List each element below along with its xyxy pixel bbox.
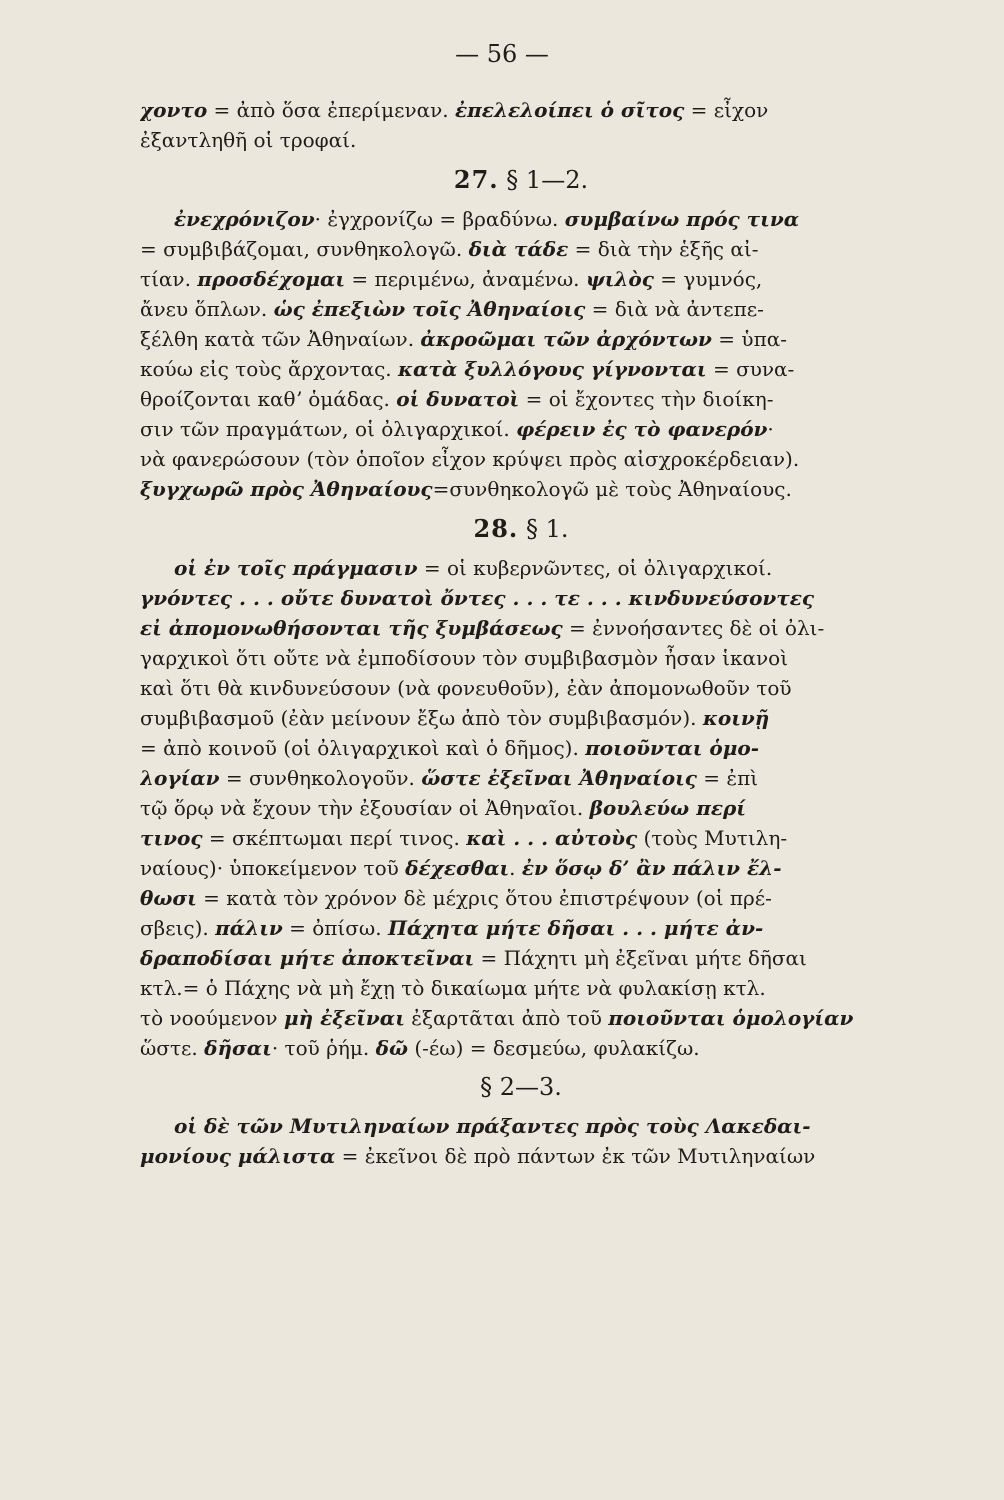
definition-text: = ἐκεῖνοι δὲ πρὸ πάντων ἐκ τῶν Μυτιληναίων — [335, 1144, 816, 1168]
glossary-term: οἱ δὲ τῶν Μυτιληναίων πράξαντες πρὸς τοὺς Λακεδαι- — [174, 1114, 811, 1138]
definition-text: =συνθηκολογῶ μὲ τοὺς Ἀθηναίους. — [432, 477, 792, 501]
text-line — [140, 913, 902, 943]
definition-text: = οἱ ἔχοντες τὴν διοίκη- — [519, 387, 774, 411]
text-line — [140, 474, 902, 504]
glossary-term: δραποδίσαι μήτε ἀποκτεῖναι — [140, 946, 475, 970]
text-line — [140, 733, 902, 763]
definition-text: ἐξαρτᾶται ἀπὸ τοῦ — [404, 1006, 609, 1030]
glossary-term: θωσι — [140, 886, 197, 910]
definition-text: κτλ.= ὁ Πάχης νὰ μὴ ἔχῃ τὸ δικαίωμα μήτε νὰ φυλακίσῃ κτλ. — [140, 976, 766, 1000]
text-line — [140, 234, 902, 264]
page-number: — 56 — — [455, 40, 549, 68]
definition-text: = ὑπα- — [711, 327, 787, 351]
glossary-term: λογίαν — [140, 766, 220, 790]
definition-text: = ἀπὸ ὅσα ἐπερίμεναν. — [207, 98, 455, 122]
definition-text: σιν τῶν πραγμάτων, οἱ ὀλιγαρχικοί. — [140, 417, 517, 441]
glossary-term: δῶ — [375, 1036, 408, 1060]
glossary-term: ἐπελελοίπει ὁ σῖτος — [454, 98, 685, 122]
glossary-term: κατὰ ξυλλόγους γίγνονται — [398, 357, 707, 381]
glossary-term: γνόντες . . . οὔτε δυνατοὶ ὄντες . . . τε . . . κινδυνεύσοντες — [140, 586, 815, 610]
text-line — [140, 853, 902, 883]
glossary-term: δέχεσθαι — [405, 856, 510, 880]
definition-text: γαρχικοὶ ὅτι οὔτε νὰ ἐμποδίσουν τὸν συμβιβασμὸν ἦσαν ἱκανοὶ — [140, 646, 789, 670]
glossary-term: ποιοῦνται ὁμολογίαν — [608, 1006, 854, 1030]
definition-text: τῷ ὅρῳ νὰ ἔχουν τὴν ἐξουσίαν οἱ Ἀθηναῖοι. — [140, 796, 590, 820]
definition-text: θροίζονται καθʼ ὁμάδας. — [140, 387, 397, 411]
glossary-term: βουλεύω περί — [589, 796, 746, 820]
glossary-term: οἱ δυνατοὶ — [396, 387, 520, 411]
glossary-term: ἐν ὅσῳ δʼ ἂν πάλιν ἔλ- — [521, 856, 782, 880]
section-heading — [140, 165, 902, 194]
chapter-number: 28. — [473, 514, 519, 543]
definition-text: καὶ ὅτι θὰ κινδυνεύσουν (νὰ φονευθοῦν), ἐὰν ἀπομονωθοῦν τοῦ — [140, 676, 792, 700]
glossary-term: ἀκροῶμαι τῶν ἀρχόντων — [420, 327, 712, 351]
text-line — [140, 643, 902, 673]
definition-text: = διὰ τὴν ἑξῆς αἰ- — [568, 237, 759, 261]
definition-text: = περιμένω, ἀναμένω. — [345, 267, 586, 291]
glossary-term: ψιλὸς — [585, 267, 654, 291]
definition-text: ἄνευ ὅπλων. — [140, 297, 274, 321]
text-line — [140, 583, 902, 613]
definition-text: · τοῦ ῥήμ. — [271, 1036, 376, 1060]
text-line — [140, 384, 902, 414]
definition-text: = οἱ κυβερνῶντες, οἱ ὀλιγαρχικοί. — [417, 556, 773, 580]
text-line — [140, 414, 902, 444]
paragraph-range: § 1. — [525, 515, 569, 543]
glossary-term: εἰ ἀπομονωθήσονται τῆς ξυμβάσεως — [140, 616, 563, 640]
text-line — [140, 553, 902, 583]
glossary-term: ἐνεχρόνιζον — [174, 207, 315, 231]
definition-text: · — [767, 417, 774, 441]
glossary-term: οἱ ἐν τοῖς πράγμασιν — [174, 556, 418, 580]
text-line — [140, 883, 902, 913]
definition-text: τὸ νοούμενον — [140, 1006, 284, 1030]
definition-text: τίαν. — [140, 267, 198, 291]
definition-text: = συμβιβάζομαι, συνθηκολογῶ. — [140, 237, 469, 261]
text-line — [140, 943, 902, 973]
glossary-term: δῆσαι — [204, 1036, 272, 1060]
text-line — [140, 973, 902, 1003]
definition-text: . — [509, 856, 522, 880]
definition-text: · ἐγχρονίζω = βραδύνω. — [314, 207, 565, 231]
glossary-term: ξυγχωρῶ πρὸς Ἀθηναίους — [140, 477, 433, 501]
glossary-term: πάλιν — [215, 916, 283, 940]
text-line — [140, 823, 902, 853]
definition-text: σβεις). — [140, 916, 216, 940]
definition-text: = ἐννοήσαντες δὲ οἱ ὀλι- — [562, 616, 825, 640]
paragraph-range: § 1—2. — [506, 166, 589, 194]
glossary-term: τινος — [140, 826, 203, 850]
text-line — [140, 613, 902, 643]
text-line — [140, 1033, 902, 1063]
definition-text: κούω εἰς τοὺς ἄρχοντας. — [140, 357, 399, 381]
definition-text: = συνα- — [706, 357, 795, 381]
text-line — [140, 673, 902, 703]
definition-text: ναίους)· ὑποκείμενον τοῦ — [140, 856, 406, 880]
text-line — [140, 1003, 902, 1033]
definition-text: = γυμνός, — [653, 267, 763, 291]
glossary-term: χοντο — [140, 98, 208, 122]
definition-text: = συνθηκολογοῦν. — [219, 766, 422, 790]
glossary-text — [140, 95, 902, 1171]
glossary-term: ὡς ἐπεξιὼν τοῖς Ἀθηναίοις — [273, 297, 586, 321]
text-line — [140, 793, 902, 823]
definition-text: = Πάχητι μὴ ἐξεῖναι μήτε δῆσαι — [474, 946, 807, 970]
glossary-term: καὶ . . . αὐτοὺς — [466, 826, 638, 850]
definition-text: = ὀπίσω. — [282, 916, 388, 940]
glossary-term: φέρειν ἐς τὸ φανερόν — [516, 417, 768, 441]
text-line — [140, 763, 902, 793]
glossary-term: ποιοῦνται ὁμο- — [585, 736, 760, 760]
text-line — [140, 324, 902, 354]
text-line — [140, 1141, 902, 1171]
definition-text: ξέλθη κατὰ τῶν Ἀθηναίων. — [140, 327, 421, 351]
definition-text: = διὰ νὰ ἀντεπε- — [585, 297, 764, 321]
definition-text: συμβιβασμοῦ (ἐὰν μείνουν ἔξω ἀπὸ τὸν συμβιβασμόν). — [140, 706, 703, 730]
text-line — [140, 354, 902, 384]
definition-text: = ἀπὸ κοινοῦ (οἱ ὀλιγαρχικοὶ καὶ ὁ δῆμος). — [140, 736, 586, 760]
text-line — [140, 204, 902, 234]
chapter-number: 27. — [453, 165, 499, 194]
section-heading — [140, 514, 902, 543]
glossary-term: προσδέχομαι — [197, 267, 346, 291]
text-line — [140, 703, 902, 733]
section-heading — [140, 1073, 902, 1101]
glossary-term: διὰ τάδε — [468, 237, 569, 261]
text-line — [140, 264, 902, 294]
glossary-term: συμβαίνω πρός τινα — [564, 207, 800, 231]
paragraph-range: § 2—3. — [480, 1073, 562, 1101]
definition-text: (τοὺς Μυτιλη- — [637, 826, 788, 850]
definition-text: = ἐπὶ — [696, 766, 759, 790]
glossary-term: Πάχητα μήτε δῆσαι . . . μήτε ἀν- — [387, 916, 764, 940]
definition-text: ἐξαντληθῆ οἱ τροφαί. — [140, 128, 357, 152]
definition-text: νὰ φανερώσουν (τὸν ὁποῖον εἶχον κρύψει πρὸς αἰσχροκέρδειαν). — [140, 447, 800, 471]
text-line — [140, 125, 902, 155]
definition-text: = κατὰ τὸν χρόνον δὲ μέχρις ὅτου ἐπιστρέψουν (οἱ πρέ- — [196, 886, 772, 910]
glossary-term: μὴ ἐξεῖναι — [283, 1006, 405, 1030]
definition-text: ὥστε. — [140, 1036, 205, 1060]
glossary-term: κοινῇ — [702, 706, 770, 730]
text-line — [140, 1111, 902, 1141]
glossary-term: ὥστε ἐξεῖναι Ἀθηναίοις — [421, 766, 697, 790]
text-line — [140, 444, 902, 474]
definition-text: = σκέπτωμαι περί τινος. — [202, 826, 467, 850]
text-line — [140, 294, 902, 324]
definition-text: = εἶχον — [684, 98, 769, 122]
definition-text: (-έω) = δεσμεύω, φυλακίζω. — [408, 1036, 700, 1060]
glossary-term: μονίους μάλιστα — [140, 1144, 336, 1168]
text-line — [140, 95, 902, 125]
